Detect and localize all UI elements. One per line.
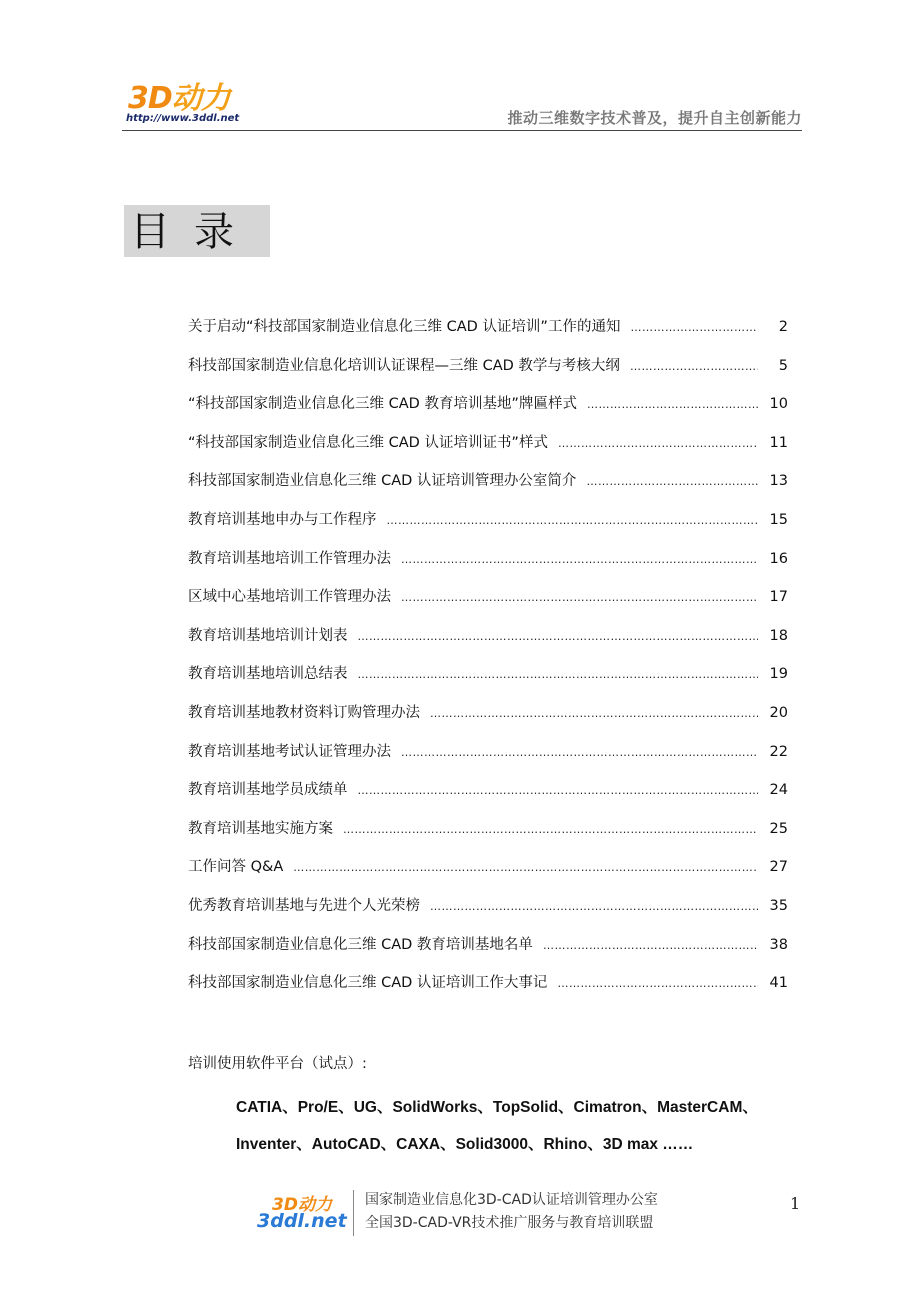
footer-org-name: 国家制造业信息化3D-CAD认证培训管理办公室	[365, 1192, 658, 1208]
toc-entry-title: 关于启动“科技部国家制造业信息化三维 CAD 认证培训”工作的通知	[188, 319, 621, 335]
toc-leader-dots	[558, 433, 758, 455]
toc-entry-page: 35	[769, 897, 788, 914]
toc-entry-page: 16	[769, 550, 788, 567]
toc-entry-page: 19	[769, 666, 788, 683]
toc-entry-title: 教育培训基地实施方案	[188, 820, 333, 837]
toc-entry[interactable]	[188, 818, 800, 857]
toc-entry-page: 18	[769, 627, 788, 644]
toc-entry-title: 教育培训基地教材资料订购管理办法	[188, 704, 420, 721]
toc-entry-title: 工作问答 Q&A	[188, 859, 284, 876]
toc-entry-title: 教育培训基地培训总结表	[188, 666, 348, 683]
toc-leader-dots	[630, 317, 758, 339]
toc-entry[interactable]	[188, 509, 800, 548]
toc-entry-title: “科技部国家制造业信息化三维 CAD 教育培训基地”牌匾样式	[188, 396, 577, 413]
toc-entry-page: 10	[769, 396, 788, 413]
toc-entry-title: 教育培训基地培训工作管理办法	[188, 550, 391, 567]
toc-entry[interactable]	[188, 779, 800, 818]
toc-entry[interactable]	[188, 393, 800, 432]
platform-label: 培训使用软件平台（试点）:	[188, 1056, 367, 1072]
toc-entry[interactable]	[188, 934, 800, 973]
toc-entry[interactable]	[188, 625, 800, 664]
page-number: 1	[790, 1194, 801, 1213]
toc-entry[interactable]	[188, 586, 800, 625]
header-divider	[122, 130, 802, 131]
toc-leader-dots	[401, 742, 758, 764]
toc-entry[interactable]	[188, 895, 800, 934]
toc-entry-page: 27	[769, 859, 788, 876]
toc-entry[interactable]	[188, 972, 800, 1011]
toc-entry-page: 20	[769, 704, 788, 721]
toc-entry-page: 13	[769, 473, 788, 490]
toc-entry[interactable]	[188, 432, 800, 471]
toc-entry[interactable]	[188, 702, 800, 741]
toc-entry-page: 15	[769, 511, 788, 528]
toc-entry-page: 17	[769, 589, 788, 606]
toc-entry[interactable]	[188, 741, 800, 780]
toc-entry-title: 科技部国家制造业信息化三维 CAD 认证培训工作大事记	[188, 975, 548, 992]
toc-entry-title: 教育培训基地培训计划表	[188, 627, 348, 644]
toc-entry[interactable]	[188, 355, 800, 394]
toc-leader-dots	[543, 935, 758, 957]
toc-leader-dots	[401, 587, 758, 609]
footer-alliance-name: 全国3D-CAD-VR技术推广服务与教育培训联盟	[365, 1215, 654, 1231]
toc-entry-page: 41	[769, 975, 788, 992]
footer-divider	[353, 1190, 354, 1236]
toc-leader-dots	[630, 356, 758, 378]
table-of-contents	[188, 316, 800, 1011]
software-list	[236, 1089, 808, 1163]
toc-entry-title: 科技部国家制造业信息化三维 CAD 教育培训基地名单	[188, 936, 533, 953]
brand-url: http://www.3ddl.net	[126, 113, 240, 124]
toc-entry[interactable]	[188, 856, 800, 895]
toc-leader-dots	[557, 973, 758, 995]
toc-entry-title: 优秀教育培训基地与先进个人光荣榜	[188, 897, 420, 914]
toc-entry-title: “科技部国家制造业信息化三维 CAD 认证培训证书”样式	[188, 434, 548, 451]
software-line: CATIA、Pro/E、UG、SolidWorks、TopSolid、Cimatron、MasterCAM、	[236, 1099, 758, 1116]
footer-url: 3ddl.net	[257, 1210, 347, 1232]
brand-logo: 3D动力	[128, 81, 230, 116]
toc-leader-dots	[293, 857, 758, 879]
toc-entry[interactable]	[188, 470, 800, 509]
toc-leader-dots	[430, 703, 758, 725]
toc-entry-page: 22	[769, 743, 788, 760]
header-slogan: 推动三维数字技术普及，提升自主创新能力	[507, 109, 802, 127]
toc-entry-title: 教育培训基地学员成绩单	[188, 782, 348, 799]
toc-leader-dots	[387, 510, 759, 532]
toc-entry-page: 11	[769, 434, 788, 451]
toc-leader-dots	[343, 819, 758, 841]
toc-leader-dots	[358, 780, 759, 802]
toc-leader-dots	[430, 896, 758, 918]
toc-entry-title: 教育培训基地申办与工作程序	[188, 511, 377, 528]
toc-entry[interactable]	[188, 316, 800, 355]
toc-leader-dots	[358, 626, 759, 648]
toc-leader-dots	[586, 471, 758, 493]
toc-entry-title: 教育培训基地考试认证管理办法	[188, 743, 391, 760]
software-line: Inventer、AutoCAD、CAXA、Solid3000、Rhino、3D max ……	[236, 1136, 694, 1153]
toc-entry-page: 25	[769, 820, 788, 837]
toc-entry-page: 24	[769, 782, 788, 799]
toc-entry-title: 科技部国家制造业信息化三维 CAD 认证培训管理办公室简介	[188, 473, 577, 490]
page-title: 目录	[130, 209, 258, 255]
toc-entry-page: 38	[769, 936, 788, 953]
toc-entry-title: 区域中心基地培训工作管理办法	[188, 589, 391, 606]
toc-leader-dots	[358, 664, 759, 686]
toc-entry[interactable]	[188, 548, 800, 587]
toc-leader-dots	[587, 394, 758, 416]
toc-entry-page: 2	[778, 319, 788, 335]
toc-entry[interactable]	[188, 663, 800, 702]
toc-leader-dots	[401, 549, 758, 571]
toc-entry-page: 5	[778, 357, 788, 374]
toc-entry-title: 科技部国家制造业信息化培训认证课程—三维 CAD 教学与考核大纲	[188, 357, 620, 374]
footer-logo: 3D动力	[272, 1195, 332, 1215]
